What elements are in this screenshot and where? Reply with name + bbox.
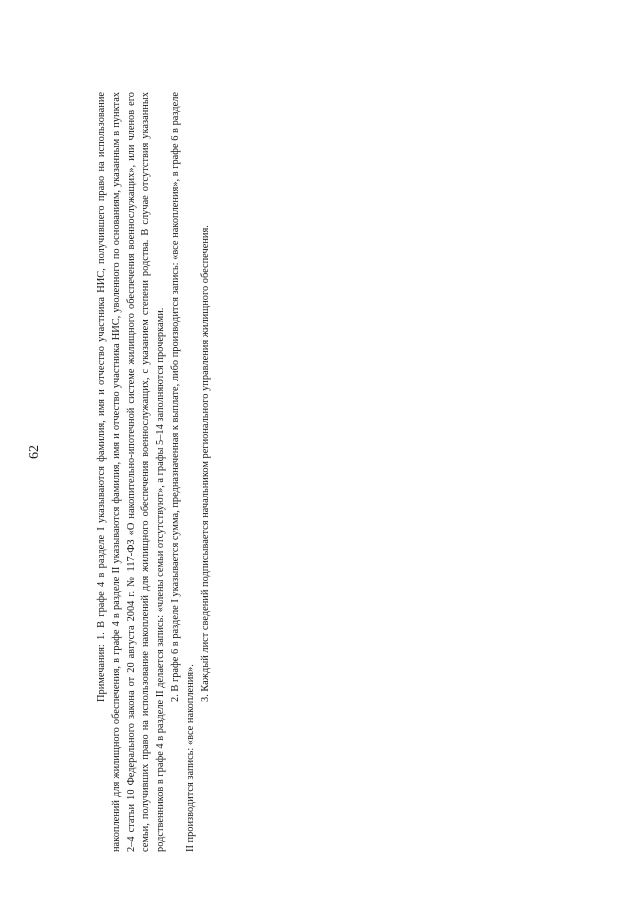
- note-1: Примечания: 1. В графе 4 в разделе I указываются фамилия, имя и отчество участника НИС, получившего право на использование накоплений для жилищного обеспечения, в графе 4 в разделе II указываются фамилия, имя и отчество участника НИС, уволенного по основаниям, указанным в пунктах 2–4 статьи 10 Федерального закона от 20 августа 2004 г. № 117-ФЗ «О накопительно-ипотечной системе жилищного обеспечения военнослужащих», или членов его семьи, получивших право на использование накоплений для жилищного обеспечения военнослужащих, с указанием степени родства. В случае отсутствия указанных родственников в графе 4 в разделе II делается запись: «члены семьи отсутствуют», а графы 5–14 заполняются прочерками.: [96, 92, 167, 852]
- notes-block: [95, 92, 213, 852]
- note-3: 3. Каждый лист сведений подписывается начальником регионального управления жилищного обеспечения.: [199, 225, 211, 702]
- rotated-content: [95, 52, 245, 852]
- page-number: 62: [27, 445, 42, 459]
- note-2: 2. В графе 6 в разделе I указывается сумма, предназначенная к выплате, либо производится запись: «все накопления», в графе 6 в разделе II производится запись: «все накопления».: [169, 92, 196, 852]
